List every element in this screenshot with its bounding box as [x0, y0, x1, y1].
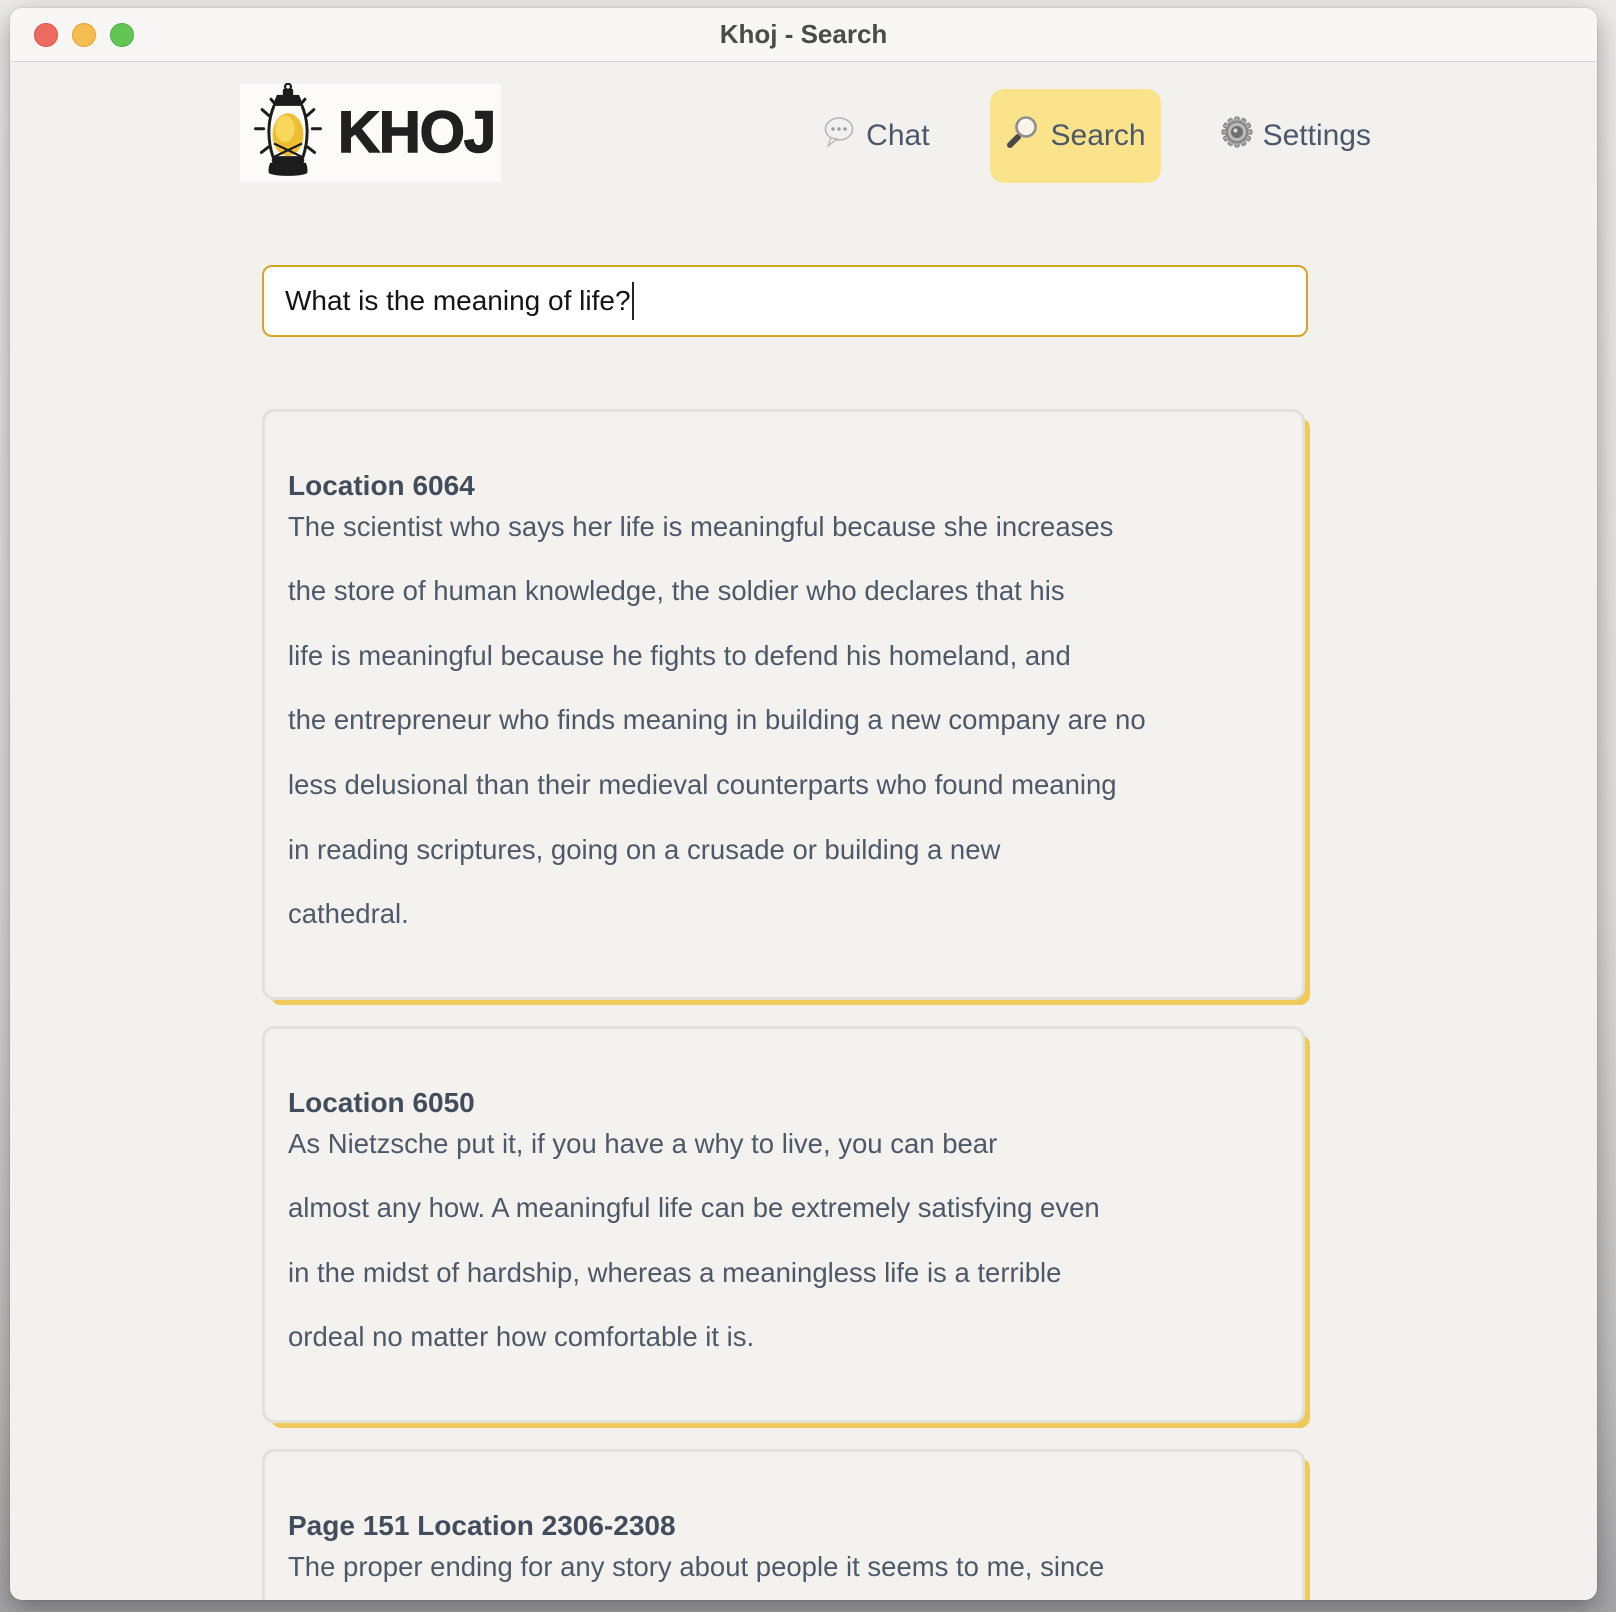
- result-title: Location 6064: [288, 470, 475, 501]
- nav-settings[interactable]: [1221, 116, 1371, 156]
- result-line: less delusional than their medieval counterparts who found meaning: [288, 769, 1117, 801]
- app-window: [10, 8, 1597, 1600]
- main-nav: [822, 89, 1371, 183]
- search-results: [262, 409, 1305, 1600]
- result-title: Location 6050: [288, 1086, 475, 1118]
- search-input[interactable]: [262, 265, 1308, 337]
- text-caret: [632, 282, 634, 320]
- app-header: [10, 88, 1597, 184]
- nav-chat[interactable]: [822, 115, 929, 157]
- result-card[interactable]: [262, 1449, 1305, 1600]
- result-card[interactable]: [262, 409, 1305, 1000]
- result-line: in the midst of hardship, whereas a meaningless life is a terrible: [288, 1256, 1062, 1288]
- search-section: [262, 265, 1597, 337]
- result-line: life is meaningful because he fights to defend his homeland, and: [288, 639, 1071, 671]
- result-line: cathedral.: [288, 898, 409, 930]
- result-body: [288, 1551, 1276, 1583]
- nav-search-label: Search: [1050, 119, 1146, 152]
- khoj-wordmark: KHOJ: [338, 100, 496, 165]
- search-input-value: What is the meaning of life?: [285, 285, 631, 316]
- result-line: As Nietzsche put it, if you have a why to live, you can bear: [288, 1127, 998, 1159]
- result-line: The scientist who says her life is meaningful because she increases: [288, 510, 1114, 542]
- result-line: The proper ending for any story about people it seems to me, since: [288, 1550, 1105, 1582]
- gear-icon: [1221, 116, 1253, 156]
- lantern-icon: [242, 83, 334, 184]
- window-titlebar: [10, 8, 1597, 62]
- result-line: the store of human knowledge, the soldier who declares that his: [288, 575, 1065, 607]
- nav-settings-label: Settings: [1262, 119, 1371, 152]
- result-card[interactable]: [262, 1026, 1305, 1423]
- nav-chat-label: Chat: [866, 119, 930, 152]
- result-title: Page 151 Location 2306-2308: [288, 1510, 676, 1542]
- result-line: the entrepreneur who finds meaning in building a new company are no: [288, 704, 1146, 736]
- khoj-logo: [240, 84, 501, 182]
- result-line: in reading scriptures, going on a crusade or building a new: [288, 833, 1001, 865]
- result-line: ordeal no matter how comfortable it is.: [288, 1321, 755, 1353]
- chat-bubble-icon: [822, 115, 856, 157]
- window-close-icon[interactable]: [34, 23, 58, 47]
- result-line: almost any how. A meaningful life can be extremely satisfying even: [288, 1192, 1100, 1224]
- result-body: [288, 511, 1276, 930]
- window-zoom-icon[interactable]: [110, 23, 134, 47]
- magnifier-icon: [1005, 114, 1041, 158]
- window-minimize-icon[interactable]: [72, 23, 96, 47]
- result-body: [288, 1128, 1276, 1354]
- nav-search[interactable]: [990, 89, 1161, 183]
- window-title: Khoj - Search: [719, 19, 888, 49]
- traffic-lights: [34, 23, 134, 47]
